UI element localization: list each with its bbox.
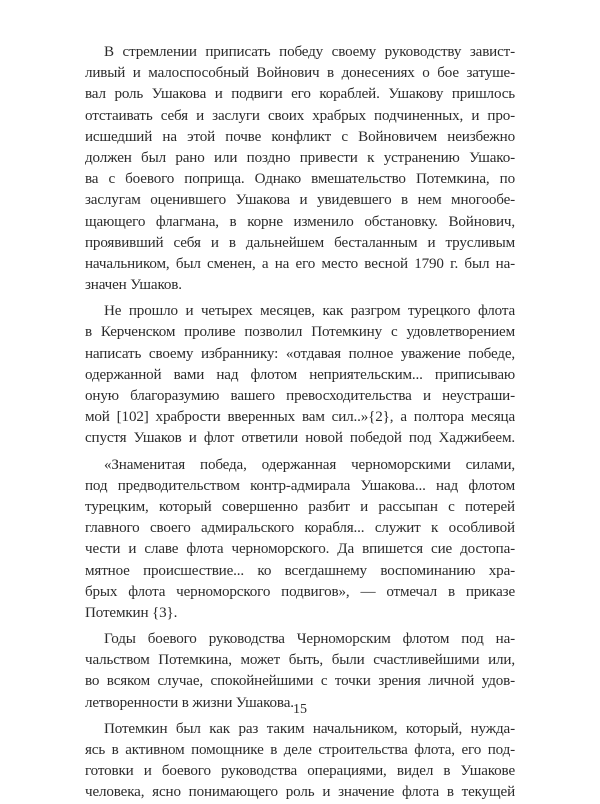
text-line: исшедший на этой почве конфликт с Войновичем неизбежно — [85, 128, 515, 145]
text-line: оную благоразумию вашего превосходительства и неустраши- — [85, 388, 515, 404]
text-line: проявивший себя и в дальнейшем бесталанным и трусливым — [85, 234, 515, 251]
text-line: ливый и малоспособный Войнович в донесениях о бое затуше- — [85, 65, 515, 82]
text-line: начальником, был сменен, а на его место весной 1790 г. был на- — [85, 255, 515, 272]
text-line: должен был рано или поздно привести к устранению Ушако- — [85, 149, 515, 166]
text-line: турецким, который совершенно разбит и рассыпан с потерей — [85, 498, 515, 515]
text-line: одержанной вами над флотом неприятельским... приписываю — [85, 366, 515, 383]
text-line: ва с боевого поприща. Однако вмешательство Потемкина, по — [85, 171, 515, 188]
text-line: спустя Ушаков и флот ответили новой победой под Хаджибеем. — [85, 430, 515, 447]
text-line: заслугам оценившего Ушакова и увидевшего в нем многообе- — [85, 192, 515, 209]
text-line: вал роль Ушакова и подвиги его кораблей. Ушакову пришлось — [85, 86, 515, 103]
text-line: мятное происшествие... ко всегдашнему воспоминанию хра- — [85, 562, 515, 579]
text-line: чальством Потемкина, может быть, были счастливейшими или, — [85, 652, 515, 669]
body-text — [85, 42, 515, 804]
paragraph — [85, 301, 515, 449]
text-line: мой [102] храбрости вверенных вам сил..»{2}, а полтора месяца — [85, 409, 515, 426]
text-line: готовки и боевого руководства операциями, видел в Ушакове — [85, 763, 515, 780]
text-line: брых флота черноморского подвигов», — отмечал в приказе — [85, 583, 515, 600]
text-line: щающего флагмана, в корне изменило обстановку. Войнович, — [85, 213, 515, 230]
text-line: главного своего адмиральского корабля... служит к особливой — [85, 520, 515, 537]
paragraph — [85, 455, 515, 625]
text-line: в Керченском проливе позволил Потемкину с удовлетворением — [85, 324, 515, 341]
text-line: отстаивать себя и заслуги своих храбрых подчиненных, и про- — [85, 107, 515, 124]
text-line: во всяком случае, спокойнейшими с точки зрения личной удов- — [85, 673, 515, 690]
paragraph — [85, 719, 515, 804]
text-line: Не прошло и четырех месяцев, как разгром турецкого флота — [104, 303, 515, 320]
text-line: летворенности в жизни Ушакова. — [85, 694, 294, 711]
text-line: под предводительством контр-адмирала Ушакова... над флотом — [85, 477, 515, 494]
text-line: В стремлении приписать победу своему руководству завист- — [104, 44, 515, 60]
paragraph — [85, 42, 515, 296]
text-line: «Знаменитая победа, одержанная черноморскими силами, — [104, 456, 515, 473]
page-number: 15 — [293, 702, 307, 717]
text-line: ясь в активном помощнике в деле строительства флота, его под- — [85, 742, 515, 758]
text-line: чести и славе флота черноморского. Да впишется сие достопа- — [85, 541, 515, 558]
text-line: написать своему избраннику: «отдавая полное уважение победе, — [85, 345, 515, 362]
text-line: человека, ясно понимающего роль и значение флота в текущей — [85, 784, 515, 801]
text-line: значен Ушаков. — [85, 277, 182, 294]
text-line: Годы боевого руководства Черноморским флотом под на- — [104, 631, 515, 648]
text-line: Потемкин был как раз таким начальником, который, нужда- — [104, 720, 515, 737]
text-line: Потемкин {3}. — [85, 604, 178, 621]
